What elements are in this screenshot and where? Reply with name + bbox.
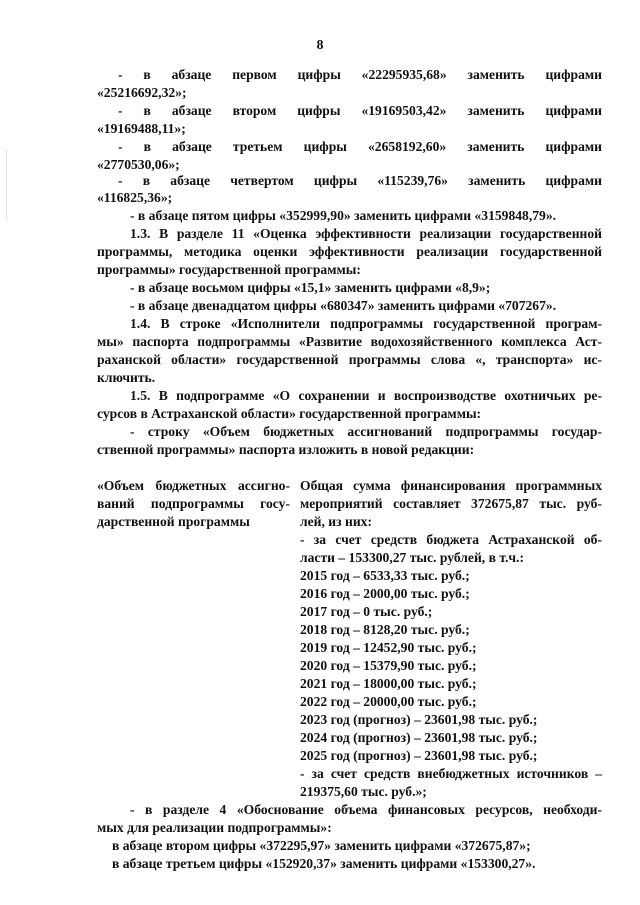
paragraph-line: программы, методика оценки эффективности реализации государственной <box>97 244 602 259</box>
paragraph-line: мых для реализации подпрограммы»: <box>97 820 332 835</box>
paragraph-line: «25216692,32»; <box>97 85 187 100</box>
table-right-cell-line: 2025 год (прогноз) – 23601,98 тыс. руб.; <box>300 748 538 763</box>
table-right-cell-line: 2015 год – 6533,33 тыс. руб.; <box>300 568 470 583</box>
paragraph-line: - в абзаце третьем цифры «2658192,60» заменить цифрами <box>118 139 602 154</box>
table-right-cell-line: 2018 год – 8128,20 тыс. руб.; <box>300 622 470 637</box>
paragraph-line: ключить. <box>97 370 156 385</box>
paragraph-line: ственной программы» паспорта изложить в новой редакции: <box>97 442 475 457</box>
paragraph-line: - строку «Объем бюджетных ассигнований подпрограммы государ- <box>130 424 602 439</box>
paragraph-line: раханской области» государственной программы слова «, транспорта» ис- <box>97 352 602 367</box>
table-right-cell-line: - за счет средств внебюджетных источников – <box>300 766 602 781</box>
table-right-cell-line: 2024 год (прогноз) – 23601,98 тыс. руб.; <box>300 730 538 745</box>
table-left-cell-line: ваний подпрограммы госу- <box>97 496 290 511</box>
paragraph-line: - в абзаце двенадцатом цифры «680347» заменить цифрами «707267». <box>130 298 557 313</box>
table-right-cell-line: 2016 год – 2000,00 тыс. руб.; <box>300 586 470 601</box>
table-right-cell-line: 2020 год – 15379,90 тыс. руб.; <box>300 658 477 673</box>
table-right-cell-line: 2017 год – 0 тыс. руб.; <box>300 604 433 619</box>
page-number: 8 <box>316 38 324 53</box>
paragraph-line: «2770530,06»; <box>97 157 180 172</box>
paragraph-line: 1.3. В разделе 11 «Оценка эффективности реализации государственной <box>130 226 602 241</box>
paragraph-line: в абзаце третьем цифры «152920,37» заменить цифрами «153300,27». <box>112 856 536 871</box>
table-right-cell-line: 219375,60 тыс. руб.»; <box>300 784 427 799</box>
table-right-cell-line: 2022 год – 20000,00 тыс. руб.; <box>300 694 477 709</box>
table-right-cell-line: 2019 год – 12452,90 тыс. руб.; <box>300 640 477 655</box>
paragraph-line: - в абзаце втором цифры «19169503,42» заменить цифрами <box>118 103 602 118</box>
table-right-cell-line: Общая сумма финансирования программных <box>300 478 602 493</box>
table-right-cell-line: 2021 год – 18000,00 тыс. руб.; <box>300 676 477 691</box>
paragraph-line: сурсов в Астраханской области» государственной программы: <box>97 406 482 421</box>
table-right-cell-line: - за счет средств бюджета Астраханской об- <box>300 532 602 547</box>
table-right-cell-line: ласти – 153300,27 тыс. рублей, в т.ч.: <box>300 550 524 565</box>
paragraph-line: мы» паспорта подпрограммы «Развитие водохозяйственного комплекса Аст- <box>97 334 602 349</box>
paragraph-line: «19169488,11»; <box>97 121 186 136</box>
paragraph-line: «116825,36»; <box>97 190 173 205</box>
paragraph-line: - в абзаце первом цифры «22295935,68» заменить цифрами <box>118 67 602 82</box>
table-right-cell-line: 2023 год (прогноз) – 23601,98 тыс. руб.; <box>300 712 538 727</box>
paragraph-line: в абзаце втором цифры «372295,97» заменить цифрами «372675,87»; <box>112 838 531 853</box>
paragraph-line: программы» государственной программы: <box>97 262 361 277</box>
paragraph-line: - в разделе 4 «Обоснование объема финансовых ресурсов, необходи- <box>130 802 602 817</box>
table-left-cell-line: дарственной программы <box>97 514 250 529</box>
paragraph-line: - в абзаце пятом цифры «352999,90» заменить цифрами «3159848,79». <box>130 208 557 223</box>
table-right-cell-line: мероприятий составляет 372675,87 тыс. руб- <box>300 496 602 511</box>
paragraph-line: 1.5. В подпрограмме «О сохранении и воспроизводстве охотничьих ре- <box>130 388 602 403</box>
paragraph-line: 1.4. В строке «Исполнители подпрограммы государственной програм- <box>130 316 602 331</box>
scan-margin-mark <box>6 150 7 220</box>
paragraph-line: - в абзаце четвертом цифры «115239,76» заменить цифрами <box>118 173 602 188</box>
table-right-cell-line: лей, из них: <box>300 514 372 529</box>
paragraph-line: - в абзаце восьмом цифры «15,1» заменить цифрами «8,9»; <box>130 280 491 295</box>
table-left-cell-line: «Объем бюджетных ассигно- <box>97 478 290 493</box>
